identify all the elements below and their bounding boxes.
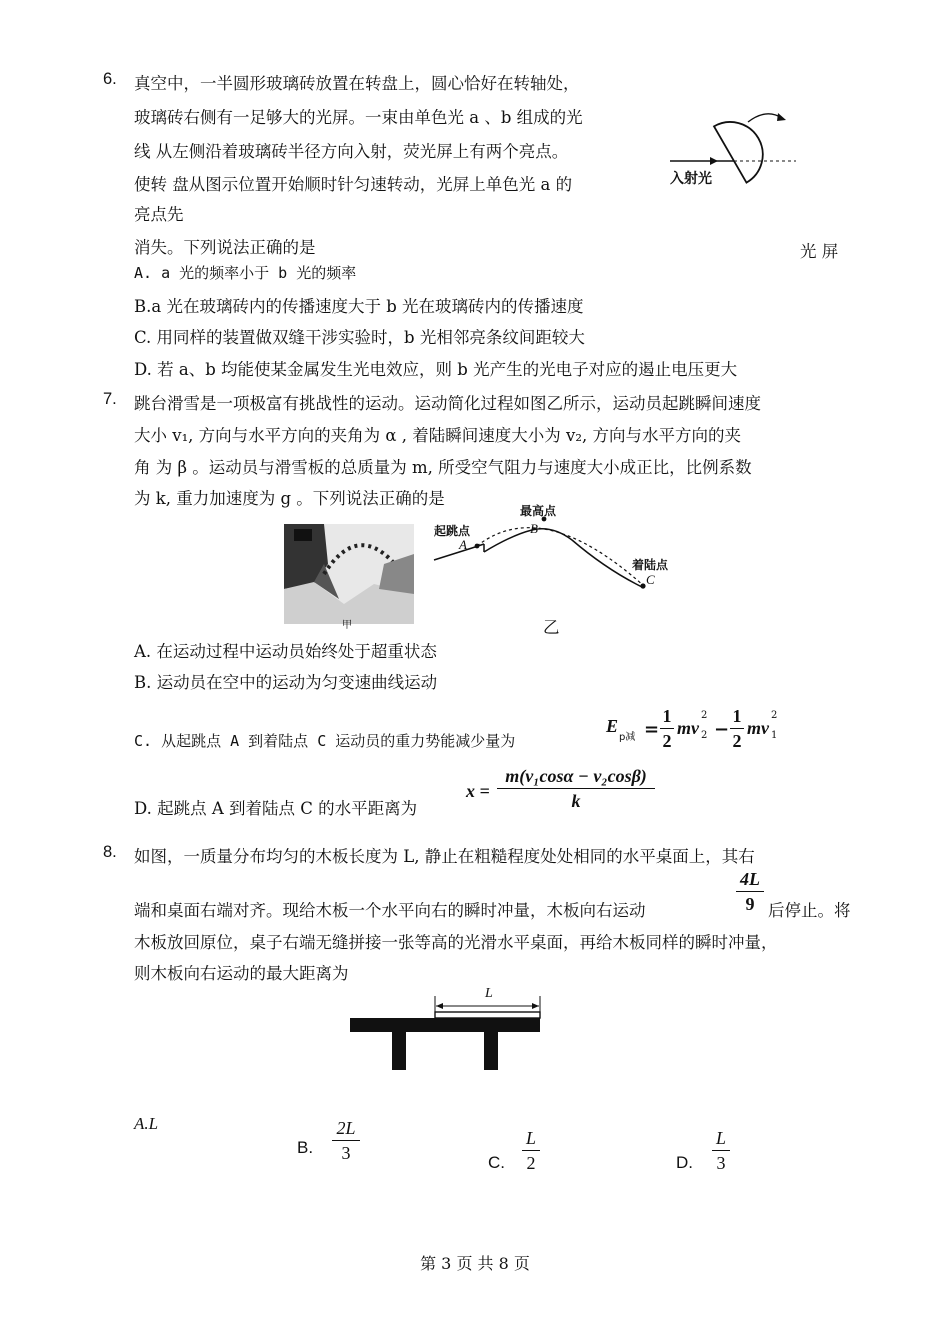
q6-line3: 线 从左侧沿着玻璃砖半径方向入射，荧光屏上有两个亮点。 (134, 142, 569, 161)
q7-option-d: D. 起跳点 A 到着陆点 C 的水平距离为 (134, 799, 418, 818)
q8-option-d-label: D. (676, 1153, 693, 1172)
formula-c-half1-den: 2 (662, 731, 672, 751)
formula-c-eq: = (644, 719, 660, 740)
q8-line2b: 后停止。将 (768, 901, 851, 920)
q6-option-b: B.a 光在玻璃砖内的传播速度大于 b 光在玻璃砖内的传播速度 (134, 297, 584, 316)
trajectory (477, 528, 644, 586)
q8-line2a: 端和桌面右端对齐。现给木板一个水平向右的瞬时冲量，木板向右运动 (134, 901, 646, 920)
q8-option-c-frac (522, 1128, 540, 1173)
q6-option-c: C. 用同样的装置做双缝干涉实验时，b 光相邻亮条纹间距较大 (134, 328, 585, 347)
q8-option-c-label: C. (488, 1153, 505, 1172)
q8-option-d-frac (712, 1128, 730, 1173)
q7-label-yi: 乙 (543, 618, 560, 637)
q7-number: 7. (103, 390, 117, 408)
q8-option-c-den: 2 (526, 1153, 536, 1173)
formula-c-term2-sub: 1 (771, 730, 778, 741)
q8-option-b-num: 2L (336, 1118, 356, 1138)
q8-distance-fraction (736, 869, 764, 914)
q7-label-takeoff: 起跳点 (434, 524, 471, 538)
page-footer: 第 3 页 共 8 页 (420, 1254, 530, 1273)
table-top (350, 1018, 540, 1032)
q8-option-d-num: L (715, 1128, 726, 1148)
point-c (640, 583, 645, 588)
formula-d-fraction (497, 766, 655, 811)
q6-line4: 使转 盘从图示位置开始顺时针匀速转动，光屏上单色光 a 的 (134, 175, 573, 194)
q6-line6: 消失。下列说法正确的是 (134, 238, 316, 257)
rotation-arrow (748, 114, 782, 122)
table-leg-left (392, 1032, 406, 1070)
q8-option-d-den: 3 (716, 1153, 726, 1173)
q6-option-d: D. 若 a、b 均能使某金属发生光电效应，则 b 光产生的光电子对应的遏止电压更大 (134, 360, 738, 379)
q8-line1: 如图，一质量分布均匀的木板长度为 L, 静止在粗糙程度处处相同的水平桌面上，其右 (134, 847, 755, 866)
q7-label-landing: 着陆点 (632, 558, 669, 572)
q8-option-b-den: 3 (341, 1143, 351, 1163)
formula-d-lhs: x = (466, 781, 490, 801)
q7-label-a: A (459, 537, 467, 552)
formula-c-term2-sup: 2 (771, 710, 778, 721)
q8-figure (348, 988, 544, 1074)
q8-option-c-num: L (525, 1128, 536, 1148)
slope-line (484, 529, 644, 588)
q8-option-a: A.L (134, 1114, 159, 1133)
formula-c-term1: mv (677, 718, 699, 738)
formula-c-minus: − (714, 719, 730, 740)
formula-c-term1-sup: 2 (701, 710, 708, 721)
q8-fig-label-l: L (485, 986, 493, 1001)
formula-c-lhs: E (606, 716, 619, 736)
q7-line1: 跳台滑雪是一项极富有挑战性的运动。运动简化过程如图乙所示，运动员起跳瞬间速度 (134, 394, 761, 413)
formula-c-half2-den: 2 (732, 731, 742, 751)
q6-line1: 真空中，一半圆形玻璃砖放置在转盘上，圆心恰好在转轴处， (134, 74, 580, 93)
q6-option-a: A. a 光的频率小于 b 光的频率 (134, 264, 357, 282)
q6-incident-label: 入射光 (670, 171, 712, 187)
formula-c-term1-sub: 2 (701, 730, 708, 741)
formula-c-term2: mv (747, 718, 769, 738)
semicircle-brick (714, 110, 775, 183)
rotation-arrow-head (777, 113, 786, 121)
table-leg-right (484, 1032, 498, 1070)
q8-line4: 则木板向右运动的最大距离为 (134, 964, 349, 983)
q6-screen-label: 光 屏 (800, 242, 839, 261)
q6-number: 6. (103, 70, 117, 88)
q6-line5: 亮点先 (134, 205, 184, 224)
incident-ray-arrow (710, 157, 718, 165)
q7-line2: 大小 v₁, 方向与水平方向的夹角为 α , 着陆瞬间速度大小为 v₂, 方向与水平方向的夹 (134, 426, 741, 445)
formula-d-denominator: k (571, 791, 581, 811)
q7-label-c: C (646, 572, 655, 587)
wooden-board (435, 1012, 540, 1018)
q7-label-b: B (530, 521, 538, 536)
q7-photo (284, 524, 414, 624)
q8-line3: 木板放回原位，桌子右端无缝拼接一张等高的光滑水平桌面，再给木板同样的瞬时冲量， (134, 933, 778, 952)
q7-label-jia: 甲 (342, 620, 352, 631)
q7-option-a: A. 在运动过程中运动员始终处于超重状态 (134, 642, 437, 661)
formula-c-half2 (730, 706, 744, 751)
q7-line3: 角 为 β 。运动员与滑雪板的总质量为 m, 所受空气阻力与速度大小成正比，比例系数 (134, 458, 752, 477)
formula-c-half2-num: 1 (732, 706, 742, 726)
q8-number: 8. (103, 843, 117, 861)
formula-c-lhs-sub: p减 (619, 732, 636, 743)
q8-option-b-label: B. (297, 1138, 314, 1157)
q8-frac-num: 4L (740, 869, 760, 889)
q8-option-b-frac (332, 1118, 360, 1163)
formula-d-numerator: m(v₁cosα − v₂cosβ) (505, 766, 647, 786)
q7-diagram (432, 500, 682, 600)
q8-frac-den: 9 (745, 894, 755, 914)
point-a (475, 544, 480, 549)
formula-c-half1 (660, 706, 674, 751)
q6-line2: 玻璃砖右侧有一足够大的光屏。一束由单色光 a 、b 组成的光 (134, 108, 583, 127)
q7-option-b: B. 运动员在空中的运动为匀变速曲线运动 (134, 673, 438, 692)
q7-option-c: C. 从起跳点 A 到着陆点 C 运动员的重力势能减少量为 (134, 732, 516, 750)
q7-label-highest: 最高点 (520, 504, 557, 518)
formula-c-half1-num: 1 (662, 706, 672, 726)
q7-line4: 为 k, 重力加速度为 g 。下列说法正确的是 (134, 489, 445, 508)
